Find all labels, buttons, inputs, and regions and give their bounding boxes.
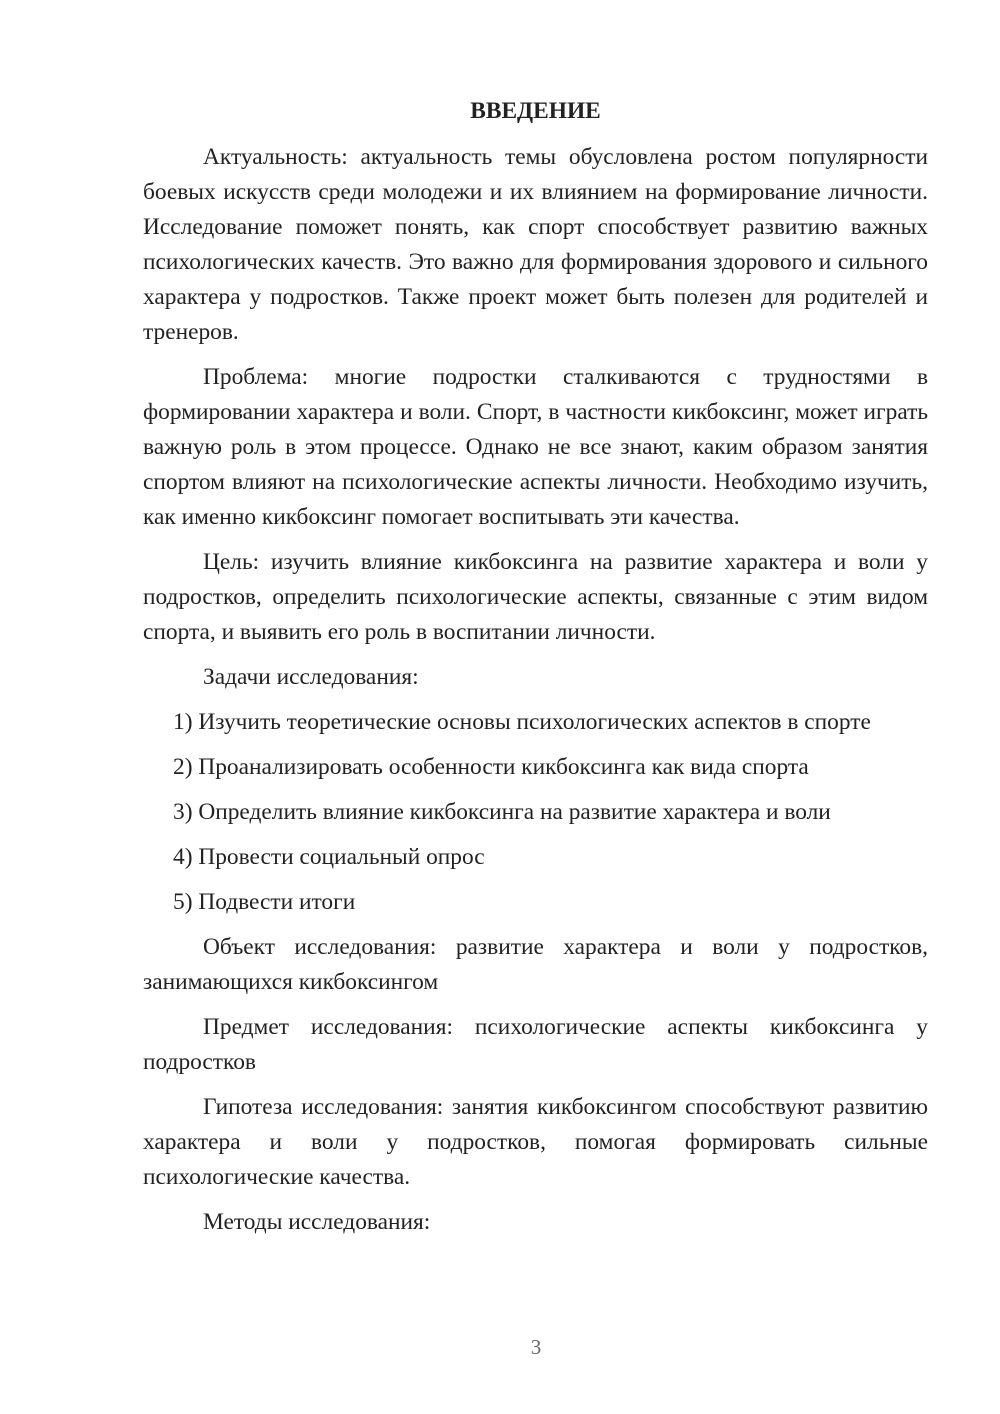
goal-paragraph: Цель: изучить влияние кикбоксинга на развитие характера и воли у подростков, определить психологические аспекты, связанные с этим видом спорта, и выявить его роль в воспитании личности. [143, 549, 928, 645]
tasks-heading: Задачи исследования: [203, 664, 419, 690]
list-item: 1) Изучить теоретические основы психологических аспектов в спорте [173, 709, 871, 735]
list-item: 5) Подвести итоги [173, 889, 356, 915]
page-number: 3 [530, 1335, 542, 1359]
tasks-list [143, 705, 928, 920]
object-paragraph: Объект исследования: развитие характера и воли у подростков, занимающихся кикбоксингом [143, 934, 928, 995]
relevance-paragraph: Актуальность: актуальность темы обусловлена ростом популярности боевых искусств среди молодежи и их влиянием на формирование личности. Исследование поможет понять, как спорт способствует развитию важных психологических качеств. Это важно для формирования здорового и сильного характера у подростков. Также проект может быть полезен для родителей и тренеров. [143, 144, 928, 345]
hypothesis-paragraph: Гипотеза исследования: занятия кикбоксингом способствуют развитию характера и воли у подростков, помогая формировать сильные психологические качества. [143, 1094, 928, 1190]
page-content [143, 94, 928, 1250]
list-item: 3) Определить влияние кикбоксинга на развитие характера и воли [173, 799, 831, 825]
list-item: 4) Провести социальный опрос [173, 844, 485, 870]
section-title: ВВЕДЕНИЕ [470, 98, 601, 124]
list-item: 2) Проанализировать особенности кикбоксинга как вида спорта [173, 754, 809, 780]
subject-paragraph: Предмет исследования: психологические аспекты кикбоксинга у подростков [143, 1014, 928, 1075]
problem-paragraph: Проблема: многие подростки сталкиваются с трудностями в формировании характера и воли. Спорт, в частности кикбоксинг, может играть важную роль в этом процессе. Однако не все знают, каким образом занятия спортом влияют на психологические аспекты личности. Необходимо изучить, как именно кикбоксинг помогает воспитывать эти качества. [143, 364, 928, 530]
methods-heading: Методы исследования: [203, 1209, 431, 1235]
